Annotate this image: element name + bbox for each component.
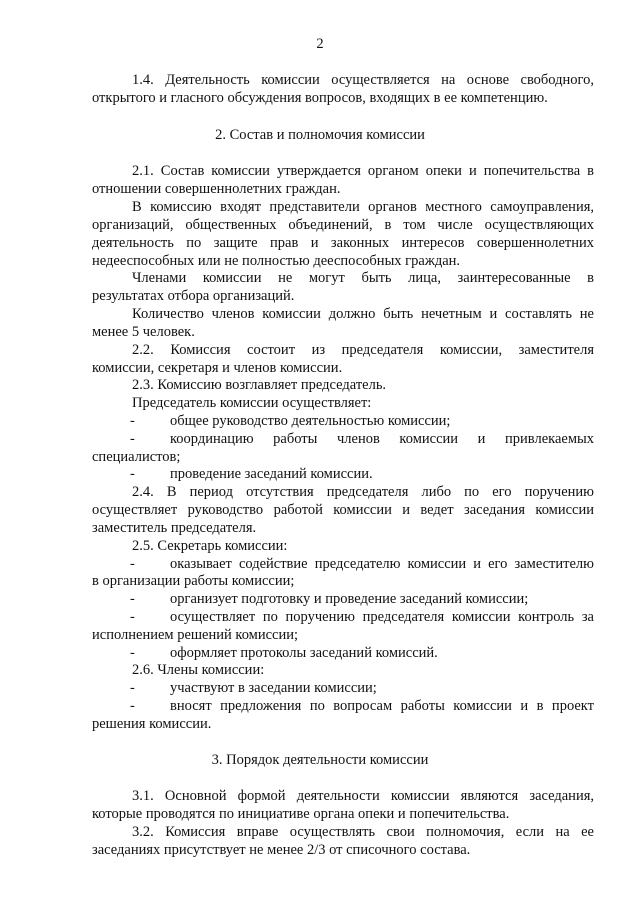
list-dash: - — [130, 698, 135, 714]
text-line: деятельность по защите прав и законных интересов совершеннолетних — [92, 235, 594, 251]
text-line: которые проводятся по инициативе органа опеки и попечительства. — [92, 806, 510, 822]
text-line: организует подготовку и проведение заседаний комиссии; — [170, 591, 529, 607]
text-line: организаций, общественных объединений, в том числе осуществляющих — [92, 217, 594, 233]
text-line: общее руководство деятельностью комиссии; — [170, 413, 451, 429]
text-line: 2.5. Секретарь комиссии: — [132, 538, 288, 554]
text-line: менее 5 человек. — [92, 324, 195, 340]
text-line: отношении совершеннолетних граждан. — [92, 181, 341, 197]
text-line: Председатель комиссии осуществляет: — [132, 395, 372, 411]
list-dash: - — [130, 609, 135, 625]
page-number: 2 — [316, 36, 324, 52]
text-line: Членами комиссии не могут быть лица, заинтересованные в — [132, 270, 594, 286]
list-dash: - — [130, 466, 135, 482]
text-line: 1.4. Деятельность комиссии осуществляется на основе свободного, — [132, 72, 594, 88]
list-dash: - — [130, 413, 135, 429]
list-dash: - — [130, 431, 135, 447]
text-line: 2.6. Члены комиссии: — [132, 662, 265, 678]
text-line: осуществляет по поручению председателя комиссии контроль за — [170, 609, 594, 625]
list-dash: - — [130, 680, 135, 696]
text-line: 2.4. В период отсутствия председателя либо по его поручению — [132, 484, 594, 500]
text-line: открытого и гласного обсуждения вопросов, входящих в ее компетенцию. — [92, 90, 548, 106]
text-line: оформляет протоколы заседаний комиссий. — [170, 645, 438, 661]
text-line: вносят предложения по вопросам работы комиссии и в проект — [170, 698, 594, 714]
list-dash: - — [130, 645, 135, 661]
text-line: результатах отбора организаций. — [92, 288, 295, 304]
text-line: координацию работы членов комиссии и привлекаемых — [170, 431, 594, 447]
text-line: комиссии, секретаря и членов комиссии. — [92, 360, 343, 376]
text-line: исполнением решений комиссии; — [92, 627, 299, 643]
text-line: Количество членов комиссии должно быть нечетным и составлять не — [132, 306, 594, 322]
text-line: 2.3. Комиссию возглавляет председатель. — [132, 377, 387, 393]
text-line: оказывает содействие председателю комиссии и его заместителю — [170, 556, 594, 572]
section-heading: 3. Порядок деятельности комиссии — [211, 752, 429, 768]
list-dash: - — [130, 591, 135, 607]
text-line: 2.2. Комиссия состоит из председателя комиссии, заместителя — [132, 342, 594, 358]
text-line: решения комиссии. — [92, 716, 212, 732]
text-line: участвуют в заседании комиссии; — [170, 680, 377, 696]
text-line: в организации работы комиссии; — [92, 573, 295, 589]
text-line: осуществляет руководство работой комиссии и ведет заседания комиссии — [92, 502, 594, 518]
text-line: недееспособных или не полностью дееспособных граждан. — [92, 253, 461, 269]
text-line: заместитель председателя. — [92, 520, 257, 536]
text-line: 2.1. Состав комиссии утверждается органом опеки и попечительства в — [132, 163, 594, 179]
list-dash: - — [130, 556, 135, 572]
text-line: проведение заседаний комиссии. — [170, 466, 373, 482]
text-line: специалистов; — [92, 449, 181, 465]
section-heading: 2. Состав и полномочия комиссии — [215, 127, 425, 143]
text-line: 3.2. Комиссия вправе осуществлять свои полномочия, если на ее — [132, 824, 594, 840]
text-line: В комиссию входят представители органов местного самоуправления, — [132, 199, 594, 215]
text-line: заседаниях присутствует не менее 2/3 от списочного состава. — [92, 842, 471, 858]
text-line: 3.1. Основной формой деятельности комиссии являются заседания, — [132, 788, 594, 804]
